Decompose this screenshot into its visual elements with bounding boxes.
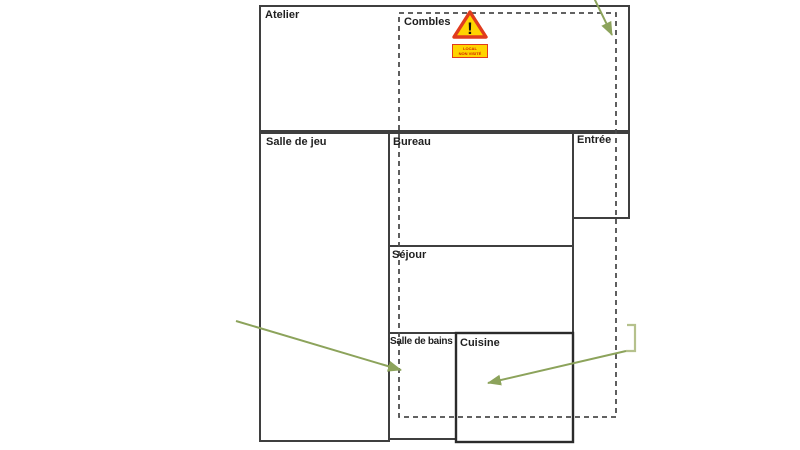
room-cuisine-outline xyxy=(456,333,573,442)
warning-caption-line2: NON VISITÉ xyxy=(458,51,482,56)
warning-triangle-icon xyxy=(452,10,488,39)
arrow-bottom-right xyxy=(488,351,626,383)
room-label-combles: Combles xyxy=(404,16,451,28)
room-label-sejour: Séjour xyxy=(392,249,427,261)
room-salle-de-jeu-outline xyxy=(260,133,389,441)
warning-exclamation: ! xyxy=(467,19,473,38)
warning-caption-line1: LOCAL xyxy=(463,46,477,51)
combles-dashed-outline xyxy=(399,13,616,417)
room-label-atelier: Atelier xyxy=(265,9,300,21)
room-bureau-outline xyxy=(389,133,573,246)
room-label-bureau: Bureau xyxy=(393,136,431,148)
arrow-bracket xyxy=(626,325,635,351)
room-label-cuisine: Cuisine xyxy=(460,337,500,349)
warning-badge xyxy=(450,10,490,58)
room-label-entree: Entrée xyxy=(577,134,612,146)
warning-caption xyxy=(452,44,488,58)
room-label-salle-de-bains: Salle de bains xyxy=(390,336,453,347)
room-label-salle-de-jeu: Salle de jeu xyxy=(266,136,327,148)
